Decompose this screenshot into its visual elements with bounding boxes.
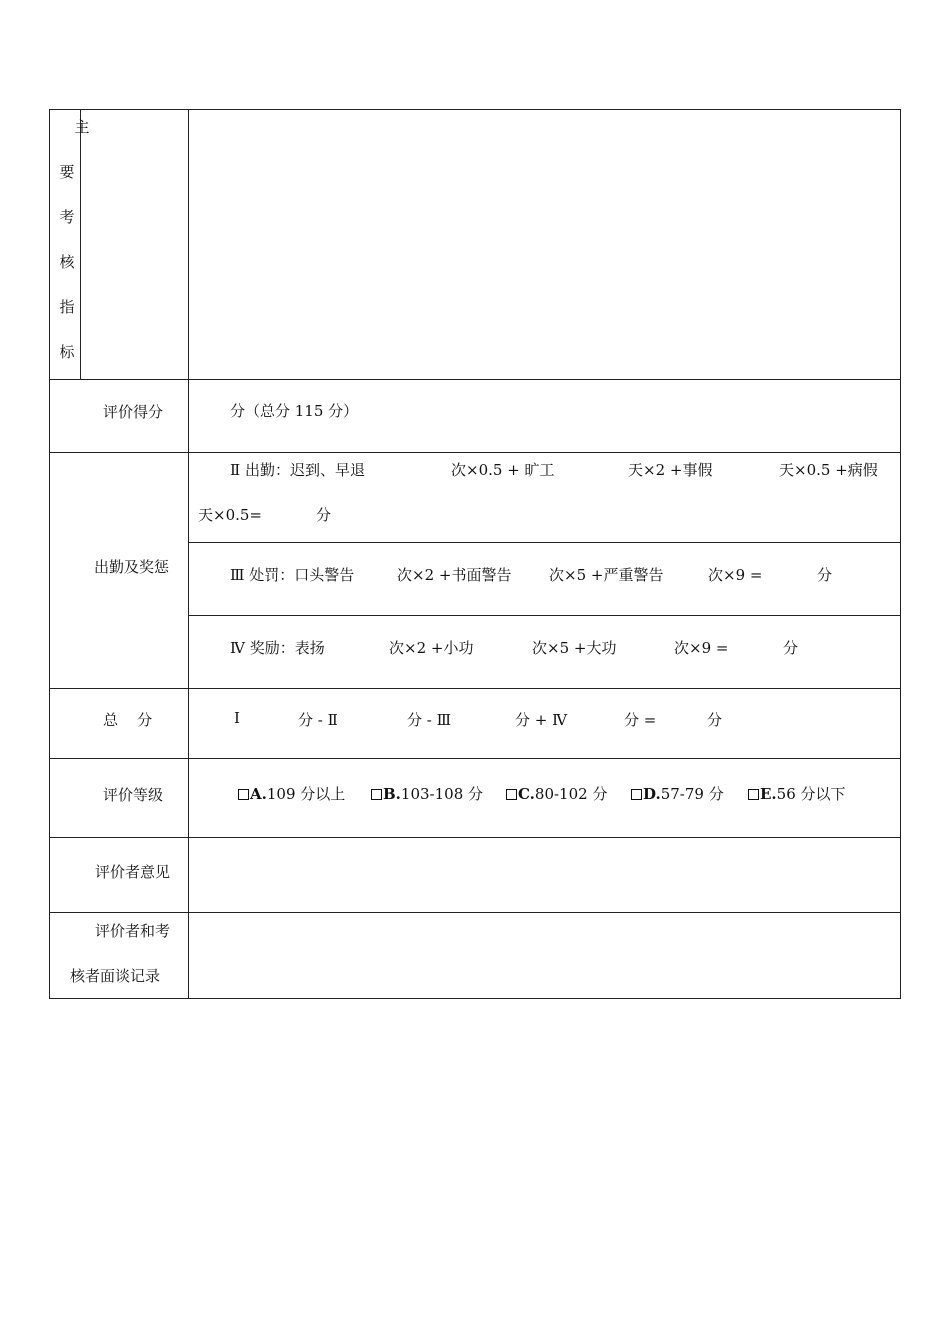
score-row <box>50 379 900 452</box>
total-part: 分 - Ⅲ <box>407 711 452 729</box>
grade-content <box>189 759 900 837</box>
attendance-label: 出勤及奖惩 <box>94 558 170 576</box>
total-part: 分 - Ⅱ <box>298 711 338 729</box>
score-content[interactable] <box>189 380 900 452</box>
interview-label-line2: 核者面谈记录 <box>70 967 161 985</box>
checkbox-icon[interactable] <box>748 789 759 800</box>
reward-part: 分 <box>783 639 799 657</box>
attendance-part: Ⅱ 出勤：迟到、早退 <box>230 461 365 479</box>
total-label: 总 分 <box>103 711 153 729</box>
grade-range: 57-79 分 <box>660 785 724 803</box>
main-indicators-char: 考 <box>59 208 75 226</box>
checkbox-icon[interactable] <box>238 789 249 800</box>
grade-option-c[interactable] <box>506 783 607 804</box>
punishment-part: 次×5 +严重警告 <box>549 566 664 584</box>
evaluator-opinion-row <box>50 837 900 912</box>
checkbox-icon[interactable] <box>631 789 642 800</box>
interview-row <box>50 912 900 998</box>
main-indicators-label-cell <box>50 110 189 379</box>
evaluator-opinion-label-cell <box>50 838 189 912</box>
reward-part: 次×2 +小功 <box>389 639 474 657</box>
reward-line[interactable] <box>189 615 900 689</box>
grade-letter: B. <box>383 785 401 803</box>
grade-label-cell <box>50 759 189 837</box>
grade-letter: E. <box>760 785 777 803</box>
punishment-line[interactable] <box>189 542 900 615</box>
label-inner-divider <box>80 110 81 379</box>
grade-range: 80-102 分 <box>534 785 608 803</box>
evaluator-opinion-label: 评价者意见 <box>95 863 171 881</box>
checkbox-icon[interactable] <box>506 789 517 800</box>
reward-part: 次×5 +大功 <box>532 639 617 657</box>
attendance-part: 天×2 +事假 <box>628 461 713 479</box>
interview-label-line1: 评价者和考 <box>95 922 171 940</box>
grade-option-b[interactable] <box>371 783 483 804</box>
main-indicators-char: 主 <box>74 118 90 136</box>
main-indicators-char: 标 <box>59 343 75 361</box>
attendance-part: 天×0.5= <box>198 506 262 524</box>
grade-letter: D. <box>643 785 661 803</box>
main-indicators-row <box>50 110 900 379</box>
grade-range: 109 分以上 <box>266 785 346 803</box>
reward-part: Ⅳ 奖励：表扬 <box>230 639 325 657</box>
total-part: 分 <box>707 711 723 729</box>
total-part: 分 = <box>624 711 657 729</box>
main-indicators-content[interactable] <box>189 110 900 379</box>
evaluator-opinion-field[interactable] <box>189 838 900 912</box>
punishment-part: 次×9 = <box>708 566 763 584</box>
main-indicators-char: 指 <box>59 298 75 316</box>
grade-letter: A. <box>250 785 267 803</box>
grade-range: 103-108 分 <box>400 785 484 803</box>
attendance-part: 天×0.5 +病假 <box>779 461 878 479</box>
grade-letter: C. <box>518 785 535 803</box>
main-indicators-char: 核 <box>59 253 75 271</box>
punishment-part: Ⅲ 处罚：口头警告 <box>230 566 355 584</box>
score-text: 分（总分 115 分） <box>230 402 359 420</box>
reward-part: 次×9 = <box>674 639 729 657</box>
grade-option-d[interactable] <box>631 783 724 804</box>
grade-option-a[interactable] <box>238 783 345 804</box>
appraisal-form-table <box>49 109 901 999</box>
attendance-content <box>189 453 900 688</box>
grade-row <box>50 758 900 837</box>
attendance-line[interactable] <box>189 453 900 542</box>
grade-range: 56 分以下 <box>776 785 846 803</box>
punishment-part: 分 <box>817 566 833 584</box>
interview-label-cell <box>50 913 189 998</box>
main-indicators-char: 要 <box>59 163 75 181</box>
total-label-cell <box>50 689 189 758</box>
total-part: 分 + Ⅳ <box>515 711 568 729</box>
interview-record-field[interactable] <box>189 913 900 998</box>
attendance-part: 分 <box>316 506 332 524</box>
attendance-label-cell <box>50 453 189 688</box>
score-label: 评价得分 <box>103 403 164 421</box>
total-part: Ⅰ <box>234 709 240 727</box>
grade-label: 评价等级 <box>103 786 164 804</box>
total-content[interactable] <box>189 689 900 758</box>
attendance-part: 次×0.5 + 旷工 <box>451 461 555 479</box>
grade-option-e[interactable] <box>748 783 846 804</box>
score-label-cell <box>50 380 189 452</box>
attendance-row <box>50 452 900 688</box>
checkbox-icon[interactable] <box>371 789 382 800</box>
punishment-part: 次×2 +书面警告 <box>397 566 512 584</box>
total-row <box>50 688 900 758</box>
